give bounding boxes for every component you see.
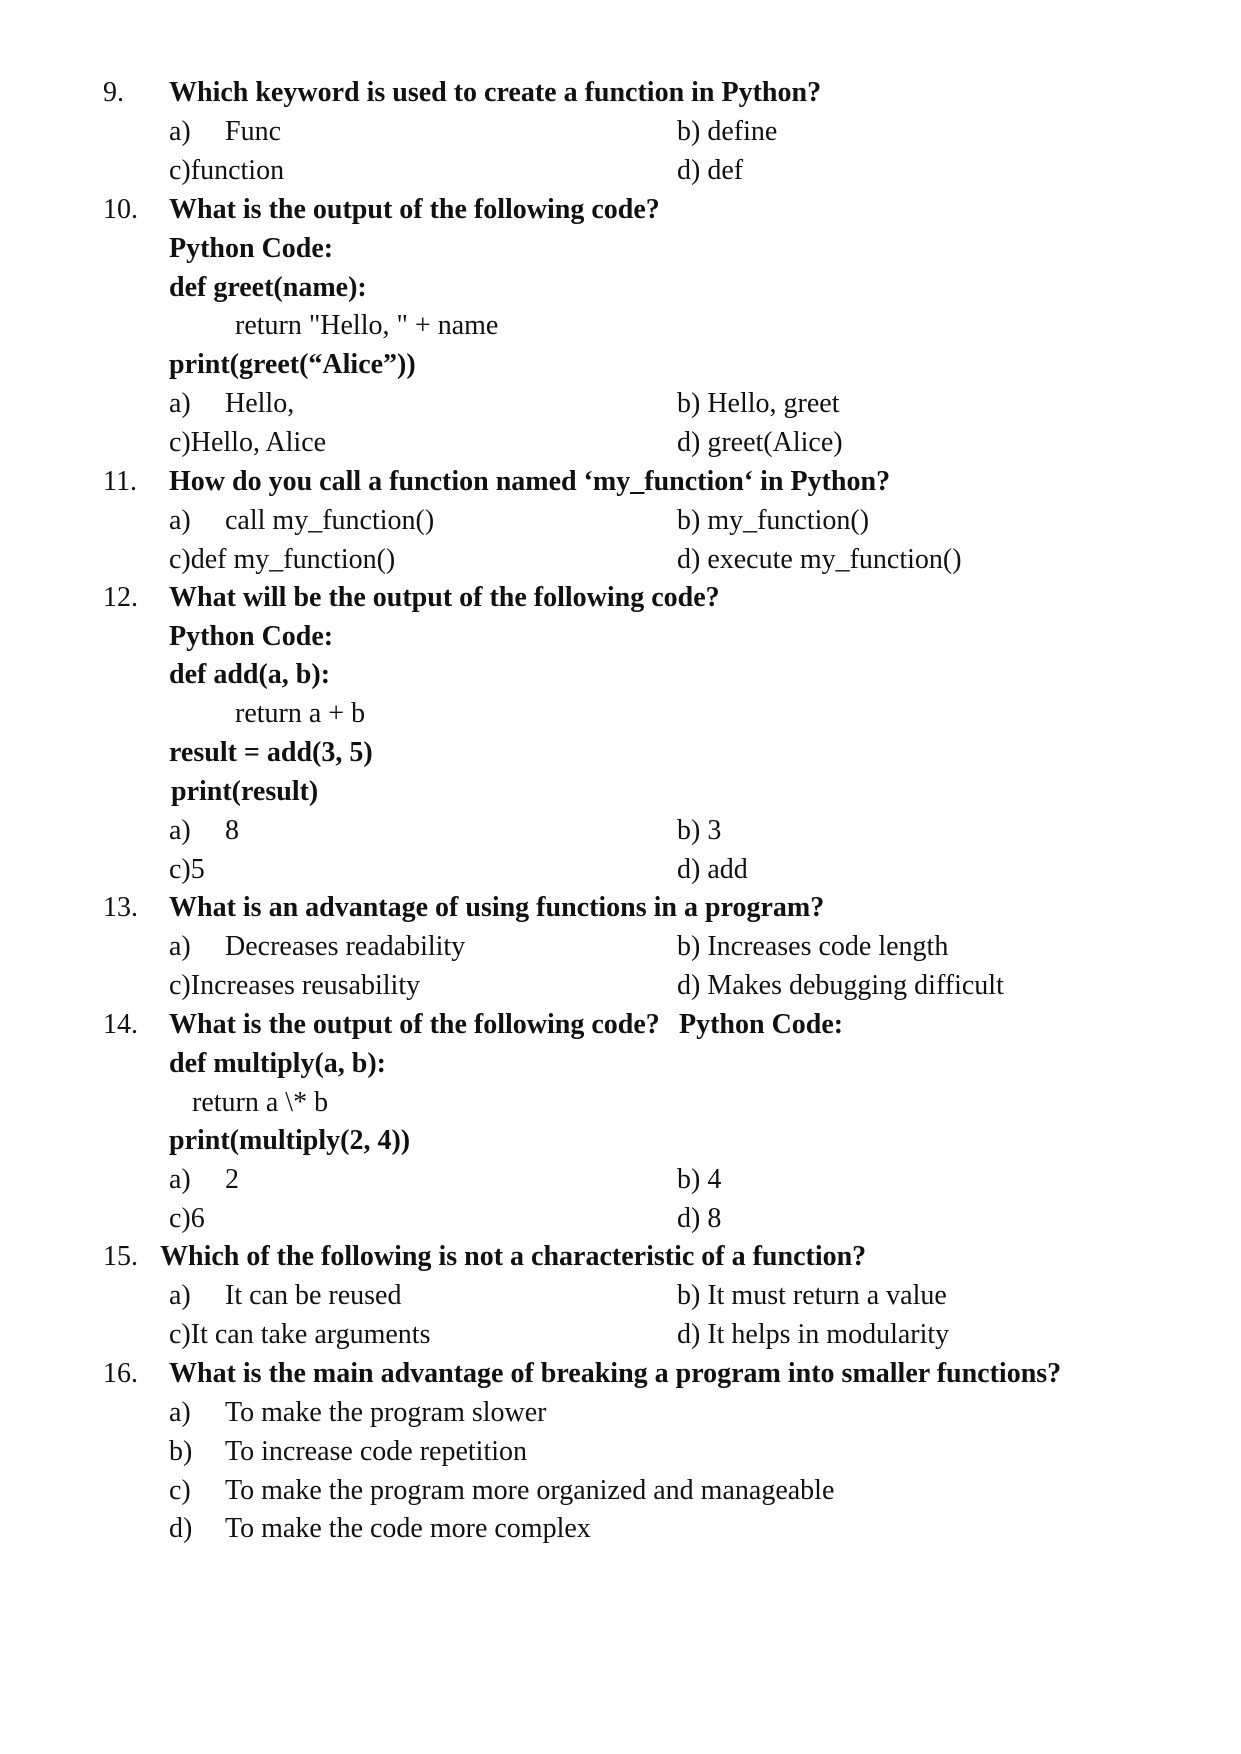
option-d: d) 8 xyxy=(677,1203,722,1234)
option-b: b) 3 xyxy=(677,815,722,846)
question-number: 15. xyxy=(103,1241,138,1272)
option-label: c) xyxy=(169,1475,191,1506)
option-a: Decreases readability xyxy=(225,931,466,962)
option-a-label: a) xyxy=(169,388,191,419)
option-c: c)function xyxy=(169,155,285,186)
option-a: Hello, xyxy=(225,388,295,419)
option-d: d) add xyxy=(677,854,748,885)
option-label: a) xyxy=(169,1397,191,1428)
question-text: What is the output of the following code? xyxy=(169,1009,660,1040)
question-number: 12. xyxy=(103,582,138,613)
question-number: 11. xyxy=(103,466,137,497)
option-a-label: a) xyxy=(169,1280,191,1311)
code-line: return a \* b xyxy=(192,1087,329,1118)
question-text: What is an advantage of using functions in a program? xyxy=(169,892,825,923)
option-c: c)6 xyxy=(169,1203,205,1234)
question-number: 14. xyxy=(103,1009,138,1040)
option-c: c)Increases reusability xyxy=(169,970,421,1001)
question-text-suffix: Python Code: xyxy=(679,1009,844,1040)
option-d: d) Makes debugging difficult xyxy=(677,970,1004,1001)
question-text: How do you call a function named ‘my_function‘ in Python? xyxy=(169,466,891,497)
question-text: What is the main advantage of breaking a program into smaller functions? xyxy=(169,1358,1062,1389)
option-text: To make the program slower xyxy=(225,1397,547,1428)
code-line: print(multiply(2, 4)) xyxy=(169,1125,411,1156)
code-line: return a + b xyxy=(235,698,366,729)
option-label: d) xyxy=(169,1513,193,1544)
option-a-label: a) xyxy=(169,931,191,962)
option-b: b) Increases code length xyxy=(677,931,949,962)
code-line: return "Hello, " + name xyxy=(235,310,499,341)
option-label: b) xyxy=(169,1436,193,1467)
option-a: 2 xyxy=(225,1164,239,1195)
option-b: b) Hello, greet xyxy=(677,388,840,419)
option-c: c)It can take arguments xyxy=(169,1319,431,1350)
code-line: print(result) xyxy=(171,776,319,807)
option-a-label: a) xyxy=(169,815,191,846)
option-c: c)def my_function() xyxy=(169,544,396,575)
code-line: Python Code: xyxy=(169,621,334,652)
option-a: Func xyxy=(225,116,281,147)
code-line: result = add(3, 5) xyxy=(169,737,373,768)
question-number: 10. xyxy=(103,194,138,225)
code-line: def add(a, b): xyxy=(169,659,331,690)
code-line: def greet(name): xyxy=(169,272,367,303)
option-a-label: a) xyxy=(169,505,191,536)
option-text: To make the code more complex xyxy=(225,1513,591,1544)
option-b: b) It must return a value xyxy=(677,1280,947,1311)
code-line: def multiply(a, b): xyxy=(169,1048,386,1079)
option-b: b) my_function() xyxy=(677,505,870,536)
option-d: d) def xyxy=(677,155,744,186)
question-text: What is the output of the following code? xyxy=(169,194,660,225)
option-d: d) execute my_function() xyxy=(677,544,962,575)
code-line: Python Code: xyxy=(169,233,334,264)
question-text: What will be the output of the following code? xyxy=(169,582,720,613)
option-c: c)Hello, Alice xyxy=(169,427,327,458)
option-d: d) greet(Alice) xyxy=(677,427,843,458)
option-b: b) define xyxy=(677,116,778,147)
code-line: print(greet(“Alice”)) xyxy=(169,349,416,380)
option-a-label: a) xyxy=(169,1164,191,1195)
option-a: call my_function() xyxy=(225,505,435,536)
option-a: It can be reused xyxy=(225,1280,402,1311)
option-a: 8 xyxy=(225,815,239,846)
question-text: Which of the following is not a characteristic of a function? xyxy=(160,1241,867,1272)
question-text: Which keyword is used to create a function in Python? xyxy=(169,77,822,108)
question-number: 9. xyxy=(103,77,124,108)
option-c: c)5 xyxy=(169,854,205,885)
option-a-label: a) xyxy=(169,116,191,147)
question-number: 16. xyxy=(103,1358,138,1389)
question-number: 13. xyxy=(103,892,138,923)
option-b: b) 4 xyxy=(677,1164,722,1195)
option-text: To increase code repetition xyxy=(225,1436,528,1467)
option-text: To make the program more organized and manageable xyxy=(225,1475,835,1506)
option-d: d) It helps in modularity xyxy=(677,1319,950,1350)
